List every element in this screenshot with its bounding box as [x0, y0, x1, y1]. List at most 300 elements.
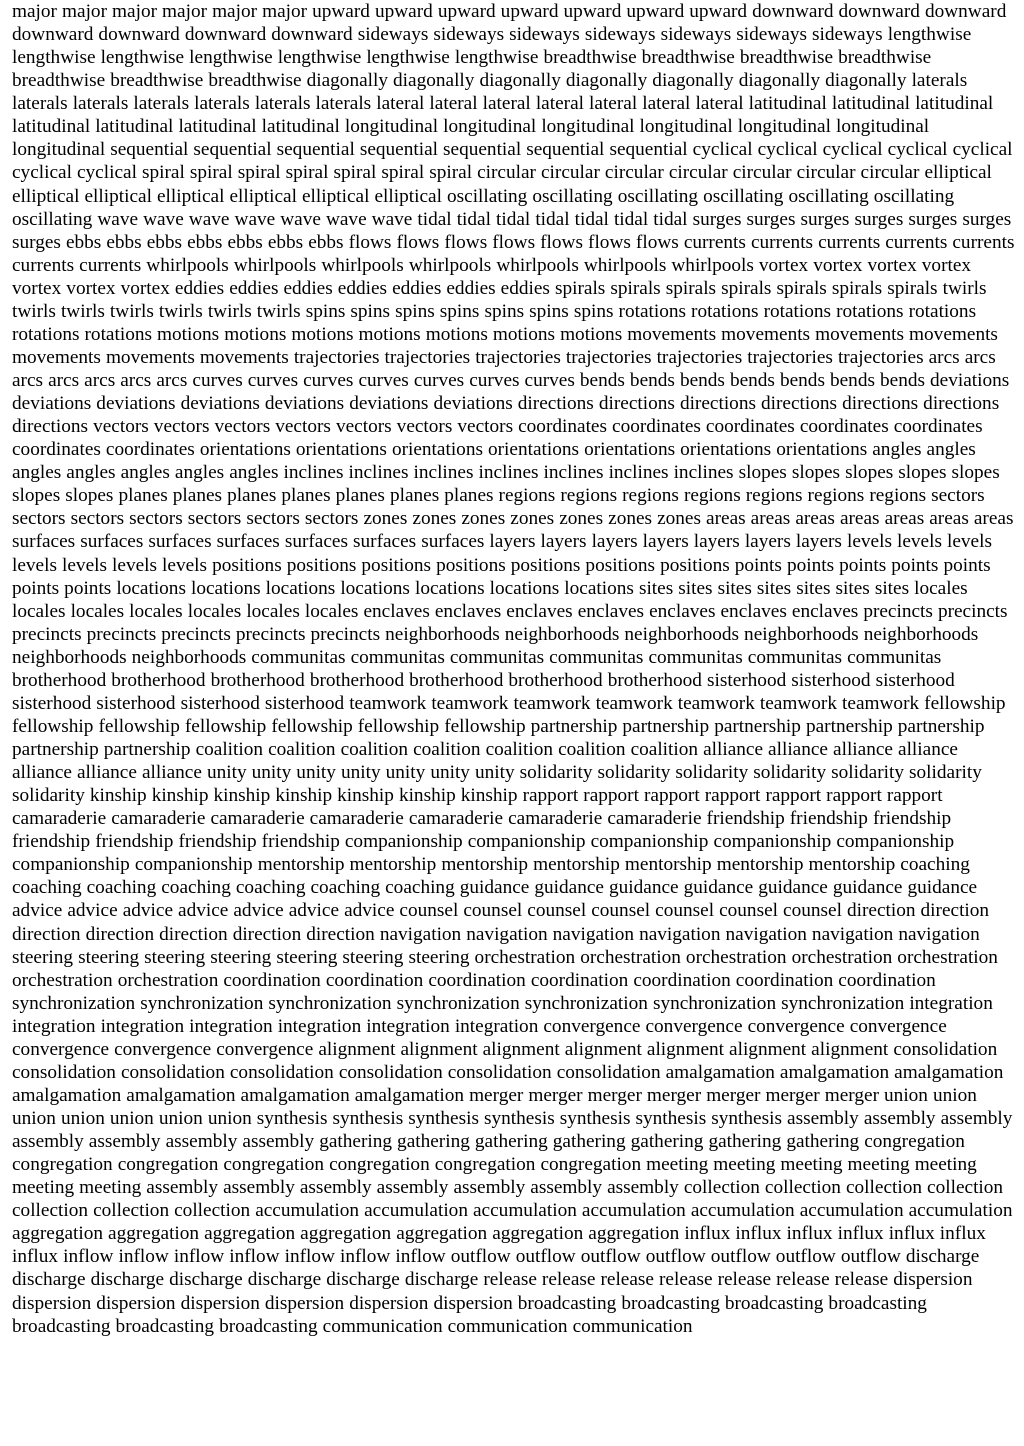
- paragraph-word: coordinates: [12, 439, 101, 461]
- paragraph-word: sites: [835, 577, 870, 599]
- paragraph-word: vectors: [457, 416, 514, 438]
- paragraph-word: communication: [447, 1315, 568, 1337]
- paragraph-word: synchronization: [12, 992, 136, 1014]
- paragraph-word: trajectories: [656, 346, 743, 368]
- paragraph-word: breadthwise: [110, 70, 204, 92]
- paragraph-word: gathering: [630, 1131, 704, 1153]
- paragraph-word: surfaces: [421, 531, 485, 553]
- paragraph-word: sectors: [129, 508, 183, 530]
- paragraph-word: navigation: [725, 923, 807, 945]
- paragraph-word: movements: [12, 346, 101, 368]
- paragraph-word: spirals: [887, 277, 938, 299]
- paragraph-word: coordination: [633, 969, 731, 991]
- paragraph-word: coordination: [223, 969, 321, 991]
- paragraph-word: downward: [838, 1, 920, 22]
- paragraph-word: counsel: [591, 900, 651, 922]
- paragraph-word: neighborhoods: [12, 646, 127, 668]
- paragraph-word: currents: [885, 231, 948, 253]
- paragraph-word: congregation: [434, 1154, 536, 1176]
- paragraph-word: alignment: [482, 1038, 560, 1060]
- paragraph-word: elliptical: [302, 185, 370, 207]
- paragraph-word: advice: [12, 900, 63, 922]
- paragraph-word: flows: [588, 231, 631, 253]
- paragraph-word: cyclical: [887, 139, 948, 161]
- paragraph-word: camaraderie: [210, 808, 305, 830]
- paragraph-word: solidarity: [909, 762, 982, 784]
- paragraph-word: direction: [920, 900, 990, 922]
- paragraph-word: downward: [98, 24, 180, 46]
- paragraph-word: longitudinal: [344, 116, 439, 138]
- paragraph-word: points: [12, 577, 60, 599]
- paragraph-word: major: [112, 1, 158, 22]
- paragraph-word: whirlpools: [321, 254, 404, 276]
- paragraph-word: levels: [62, 554, 107, 576]
- paragraph-word: congregation: [12, 1154, 113, 1176]
- paragraph-word: enclaves: [363, 600, 430, 622]
- paragraph-word: sideways: [660, 24, 732, 46]
- paragraph-word: coaching: [161, 877, 231, 899]
- paragraph-word: partnership: [530, 715, 618, 737]
- paragraph-word: layers: [489, 531, 536, 553]
- paragraph-word: amalgamation: [894, 1061, 1004, 1083]
- paragraph-word: upward: [500, 1, 559, 22]
- paragraph-word: lateral: [589, 93, 638, 115]
- paragraph-word: union: [158, 1108, 203, 1129]
- paragraph-word: points: [943, 554, 991, 576]
- paragraph-word: assembly: [530, 1177, 603, 1199]
- paragraph-word: synthesis: [484, 1108, 555, 1129]
- paragraph-word: camaraderie: [508, 808, 603, 830]
- paragraph-word: communication: [322, 1315, 443, 1337]
- paragraph-word: integration: [189, 1015, 273, 1037]
- paragraph-word: sideways: [433, 24, 505, 46]
- paragraph-word: merger: [587, 1084, 642, 1106]
- paragraph-word: sequential: [609, 139, 688, 161]
- paragraph-word: bends: [629, 370, 675, 391]
- paragraph-word: communitas: [747, 646, 843, 668]
- paragraph-word: consolidation: [12, 1061, 116, 1083]
- paragraph-word: spiral: [333, 162, 377, 184]
- paragraph-word: points: [786, 554, 835, 576]
- paragraph-word: vortex: [867, 254, 917, 276]
- paragraph-word: areas: [884, 508, 925, 530]
- paragraph-word: inclines: [608, 462, 669, 484]
- paragraph-word: latitudinal: [915, 93, 994, 115]
- paragraph-word: teamwork: [677, 692, 755, 714]
- paragraph-word: synthesis: [256, 1108, 328, 1129]
- paragraph-word: planes: [118, 485, 168, 507]
- paragraph-word: locales: [129, 600, 183, 622]
- paragraph-word: partnership: [622, 715, 710, 737]
- paragraph-word: partnership: [897, 715, 985, 737]
- paragraph-word: oscillating: [617, 185, 699, 207]
- paragraph-word: discharge: [905, 1246, 980, 1268]
- paragraph-word: rotations: [12, 323, 80, 345]
- paragraph-word: communitas: [549, 646, 644, 668]
- paragraph-word: brotherhood: [508, 669, 603, 691]
- paragraph-word: directions: [679, 393, 756, 415]
- paragraph-word: elliptical: [374, 185, 442, 207]
- paragraph-word: outflow: [775, 1246, 836, 1268]
- paragraph-word: layers: [795, 531, 842, 553]
- paragraph-word: directions: [842, 393, 919, 415]
- paragraph-word: sectors: [931, 485, 985, 507]
- paragraph-word: zones: [608, 508, 653, 530]
- paragraph-word: orientations: [199, 439, 291, 461]
- paragraph-word: diagonally: [652, 70, 734, 92]
- paragraph-word: guidance: [683, 877, 754, 899]
- paragraph-word: solidarity: [597, 762, 671, 784]
- paragraph-word: accumulation: [690, 1200, 795, 1222]
- paragraph-word: precincts: [12, 623, 82, 645]
- paragraph-word: brotherhood: [210, 669, 305, 691]
- paragraph-word: congregation: [864, 1131, 965, 1153]
- paragraph-word: sequential: [193, 139, 272, 161]
- paragraph-word: assembly: [607, 1177, 679, 1199]
- paragraph-word: positions: [510, 554, 581, 576]
- paragraph-word: spins: [395, 300, 435, 322]
- paragraph-word: coalition: [630, 739, 699, 760]
- paragraph-word: kinship: [460, 785, 518, 807]
- paragraph-word: breadthwise: [641, 47, 735, 69]
- paragraph-word: vectors: [275, 416, 331, 438]
- paragraph-word: coaching: [900, 854, 970, 876]
- paragraph-word: orientations: [295, 439, 387, 461]
- paragraph-word: aggregation: [12, 1223, 104, 1245]
- paragraph-word: currents: [818, 231, 881, 253]
- paragraph-word: levels: [12, 554, 57, 576]
- paragraph-word: movements: [815, 323, 905, 345]
- paragraph-word: elliptical: [157, 185, 225, 207]
- paragraph-word: locations: [340, 577, 410, 599]
- paragraph-word: inclines: [348, 462, 409, 484]
- paragraph-word: slopes: [845, 462, 894, 484]
- paragraph-word: alliance: [141, 762, 202, 784]
- paragraph-word: angles: [120, 462, 170, 484]
- paragraph-word: accumulation: [581, 1200, 686, 1222]
- paragraph-word: steering: [408, 946, 470, 968]
- paragraph-word: accumulation: [799, 1200, 904, 1222]
- paragraph-word: unity: [430, 762, 470, 784]
- paragraph-word: flows: [492, 231, 536, 253]
- paragraph-word: enclaves: [577, 600, 645, 622]
- paragraph-word: diagonally: [565, 70, 648, 92]
- paragraph-word: dispersion: [893, 1269, 973, 1291]
- paragraph-word: communitas: [251, 646, 346, 668]
- paragraph-word: zones: [657, 508, 701, 530]
- paragraph-word: guidance: [534, 877, 604, 899]
- paragraph-word: meeting: [914, 1154, 977, 1176]
- paragraph-word: spiral: [237, 162, 281, 184]
- paragraph-word: counsel: [719, 900, 778, 922]
- paragraph-word: camaraderie: [408, 808, 504, 830]
- paragraph-word: trajectories: [475, 346, 561, 368]
- paragraph-word: union: [109, 1108, 154, 1129]
- paragraph-word: alignment: [646, 1038, 724, 1060]
- paragraph-word: sisterhood: [706, 669, 787, 691]
- paragraph-word: movements: [721, 323, 811, 345]
- paragraph-word: ebbs: [187, 231, 223, 253]
- paragraph-word: coaching: [385, 877, 455, 899]
- paragraph-word: wave: [188, 208, 230, 230]
- paragraph-word: congregation: [329, 1154, 430, 1176]
- paragraph-word: kinship: [89, 785, 147, 807]
- paragraph-word: angles: [12, 462, 62, 484]
- paragraph-word: spirals: [776, 277, 827, 299]
- paragraph-word: orientations: [584, 439, 676, 461]
- paragraph-word: eddies: [283, 277, 333, 299]
- paragraph-word: vortex: [921, 254, 972, 276]
- paragraph-word: tidal: [535, 208, 570, 230]
- paragraph-word: laterals: [72, 93, 129, 115]
- paragraph-word: locales: [914, 577, 968, 599]
- paragraph-word: amalgamation: [126, 1084, 236, 1106]
- paragraph-word: motions: [492, 323, 556, 345]
- paragraph-word: teamwork: [759, 692, 837, 714]
- paragraph-word: integration: [909, 992, 993, 1014]
- paragraph-word: slopes: [791, 462, 841, 484]
- paragraph-word: assembly: [787, 1108, 859, 1129]
- paragraph-word: discharge: [247, 1269, 322, 1291]
- paragraph-word: areas: [750, 508, 791, 530]
- paragraph-word: diagonally: [479, 70, 561, 92]
- paragraph-word: advice: [122, 900, 173, 922]
- paragraph-word: orientations: [776, 439, 868, 461]
- paragraph-word: deviations: [12, 393, 92, 415]
- paragraph-word: currents: [79, 254, 142, 276]
- paragraph-word: locations: [564, 577, 634, 599]
- paragraph-word: fellowship: [924, 692, 1006, 714]
- paragraph-word: upward: [563, 1, 622, 22]
- paragraph-word: synchronization: [396, 992, 520, 1014]
- paragraph-word: unity: [251, 762, 292, 784]
- paragraph-word: levels: [162, 554, 208, 576]
- paragraph-word: amalgamation: [779, 1061, 890, 1083]
- paragraph-word: alliance: [898, 739, 958, 760]
- paragraph-word: surges: [12, 231, 61, 253]
- paragraph-word: coordination: [735, 969, 834, 991]
- paragraph-word: release: [834, 1269, 889, 1291]
- paragraph-word: rotations: [763, 300, 832, 322]
- paragraph-word: neighborhoods: [385, 623, 500, 645]
- paragraph-word: sideways: [812, 24, 883, 46]
- paragraph-word: major: [262, 1, 308, 22]
- paragraph-word: alliance: [768, 739, 828, 760]
- paragraph-word: cyclical: [952, 139, 1013, 161]
- paragraph-word: lengthwise: [366, 47, 450, 69]
- paragraph-word: angles: [174, 462, 225, 484]
- paragraph-word: outflow: [515, 1246, 576, 1268]
- paragraph-word: convergence: [12, 1038, 110, 1060]
- paragraph-word: influx: [888, 1223, 935, 1245]
- paragraph-word: whirlpools: [408, 254, 492, 276]
- paragraph-word: currents: [952, 231, 1015, 253]
- paragraph-word: amalgamation: [12, 1084, 122, 1106]
- paragraph-word: positions: [660, 554, 730, 576]
- paragraph-word: friendship: [12, 831, 91, 853]
- paragraph-word: enclaves: [720, 600, 787, 622]
- paragraph-word: solidarity: [519, 762, 593, 784]
- paragraph-word: inflow: [173, 1246, 225, 1268]
- paragraph-word: zones: [461, 508, 506, 530]
- paragraph-word: companionship: [836, 831, 955, 853]
- paragraph-word: sequential: [443, 139, 522, 161]
- paragraph-word: spins: [305, 300, 346, 322]
- paragraph-word: meeting: [847, 1154, 910, 1176]
- paragraph-word: rotations: [908, 300, 977, 322]
- document-page: [12, 0, 1016, 1338]
- paragraph-word: twirls: [109, 300, 154, 322]
- paragraph-word: precincts: [310, 623, 381, 645]
- paragraph-word: outflow: [580, 1246, 641, 1268]
- paragraph-word: laterals: [315, 93, 372, 115]
- paragraph-word: brotherhood: [409, 669, 504, 691]
- paragraph-word: flows: [348, 231, 392, 253]
- paragraph-word: communitas: [449, 646, 545, 668]
- paragraph-word: bends: [880, 370, 925, 391]
- paragraph-word: alliance: [76, 762, 137, 784]
- paragraph-word: longitudinal: [443, 116, 537, 138]
- paragraph-word: gathering: [319, 1131, 393, 1153]
- paragraph-word: motions: [358, 323, 421, 345]
- paragraph-word: accumulation: [255, 1200, 360, 1222]
- paragraph-word: collection: [845, 1177, 923, 1199]
- paragraph-word: cyclical: [692, 139, 753, 161]
- paragraph-word: collection: [93, 1200, 170, 1222]
- paragraph-word: positions: [585, 554, 656, 576]
- paragraph-word: assembly: [12, 1131, 84, 1153]
- paragraph-word: bends: [779, 370, 825, 391]
- paragraph-word: diagonally: [393, 70, 475, 92]
- paragraph-word: precincts: [235, 623, 306, 645]
- paragraph-word: guidance: [907, 877, 978, 899]
- paragraph-word: tidal: [417, 208, 452, 230]
- paragraph-word: synthesis: [635, 1108, 707, 1129]
- paragraph-word: friendship: [178, 831, 257, 853]
- paragraph-word: coaching: [310, 877, 381, 899]
- paragraph-word: rotations: [691, 300, 759, 322]
- paragraph-word: aggregation: [108, 1223, 200, 1245]
- paragraph-word: deviations: [930, 370, 1010, 391]
- paragraph-word: coaching: [86, 877, 157, 899]
- paragraph-word: regions: [745, 485, 803, 507]
- paragraph-word: assembly: [223, 1177, 295, 1199]
- paragraph-word: positions: [212, 554, 282, 576]
- paragraph-word: counsel: [655, 900, 715, 922]
- paragraph-word: inclines: [673, 462, 734, 484]
- paragraph-word: precincts: [937, 600, 1008, 622]
- paragraph-word: broadcasting: [517, 1292, 617, 1314]
- paragraph-word: vortex: [758, 254, 809, 276]
- paragraph-word: curves: [303, 370, 354, 391]
- body-paragraph: [12, 0, 1016, 1338]
- paragraph-word: upward: [312, 1, 370, 22]
- paragraph-word: angles: [229, 462, 279, 484]
- paragraph-word: fellowship: [444, 715, 526, 737]
- paragraph-word: union: [884, 1084, 928, 1106]
- paragraph-word: integration: [100, 1015, 185, 1037]
- paragraph-word: convergence: [645, 1015, 743, 1037]
- paragraph-word: downward: [184, 24, 267, 46]
- paragraph-word: trajectories: [565, 346, 652, 368]
- paragraph-word: downward: [752, 1, 834, 22]
- paragraph-word: locations: [489, 577, 560, 599]
- paragraph-word: circular: [541, 162, 600, 184]
- paragraph-word: orchestration: [685, 946, 787, 968]
- paragraph-word: coaching: [12, 877, 82, 899]
- paragraph-word: laterals: [911, 70, 968, 92]
- paragraph-word: sectors: [187, 508, 242, 530]
- paragraph-word: congregation: [223, 1154, 325, 1176]
- paragraph-word: angles: [926, 439, 976, 461]
- paragraph-word: curves: [358, 370, 409, 391]
- paragraph-word: sites: [756, 577, 792, 599]
- paragraph-word: areas: [929, 508, 969, 530]
- paragraph-word: enclaves: [649, 600, 716, 622]
- paragraph-word: positions: [286, 554, 357, 576]
- paragraph-word: companionship: [713, 831, 832, 853]
- paragraph-word: coordinates: [705, 416, 795, 438]
- paragraph-word: locales: [12, 600, 66, 622]
- paragraph-word: guidance: [832, 877, 903, 899]
- paragraph-word: lengthwise: [277, 47, 362, 69]
- paragraph-word: assembly: [863, 1108, 936, 1129]
- paragraph-word: spirals: [831, 277, 883, 299]
- paragraph-word: whirlpools: [583, 254, 667, 276]
- paragraph-word: collection: [927, 1177, 1004, 1199]
- paragraph-word: diagonally: [825, 70, 907, 92]
- paragraph-word: spiral: [429, 162, 473, 184]
- paragraph-word: merger: [528, 1084, 583, 1106]
- paragraph-word: broadcasting: [828, 1292, 927, 1314]
- paragraph-word: areas: [706, 508, 746, 530]
- paragraph-word: brotherhood: [309, 669, 405, 691]
- paragraph-word: union: [60, 1108, 105, 1129]
- paragraph-word: lateral: [376, 93, 425, 115]
- paragraph-word: direction: [12, 923, 81, 945]
- paragraph-word: convergence: [216, 1038, 314, 1060]
- paragraph-word: levels: [896, 531, 942, 553]
- paragraph-word: rapport: [826, 785, 882, 807]
- paragraph-word: orchestration: [12, 969, 113, 991]
- paragraph-word: points: [64, 577, 112, 599]
- paragraph-word: wave: [97, 208, 139, 230]
- paragraph-word: oscillating: [703, 185, 784, 207]
- paragraph-word: curves: [192, 370, 243, 391]
- paragraph-word: dispersion: [433, 1292, 513, 1314]
- paragraph-word: rapport: [583, 785, 639, 807]
- paragraph-word: lengthwise: [100, 47, 185, 69]
- paragraph-word: spirals: [721, 277, 772, 299]
- paragraph-word: vortex: [120, 277, 170, 299]
- paragraph-word: ebbs: [308, 231, 344, 253]
- paragraph-word: points: [839, 554, 887, 576]
- paragraph-word: locations: [414, 577, 485, 599]
- paragraph-word: locations: [116, 577, 186, 599]
- paragraph-word: coalition: [195, 739, 264, 760]
- paragraph-word: brotherhood: [111, 669, 206, 691]
- paragraph-word: orchestration: [474, 946, 576, 968]
- paragraph-word: eddies: [500, 277, 550, 299]
- paragraph-word: teamwork: [349, 692, 427, 714]
- paragraph-word: arcs: [48, 370, 80, 391]
- paragraph-word: sideways: [357, 24, 429, 46]
- paragraph-word: wave: [280, 208, 321, 230]
- paragraph-word: influx: [786, 1223, 833, 1245]
- paragraph-word: orchestration: [117, 969, 219, 991]
- paragraph-word: regions: [807, 485, 865, 507]
- paragraph-word: longitudinal: [639, 116, 733, 138]
